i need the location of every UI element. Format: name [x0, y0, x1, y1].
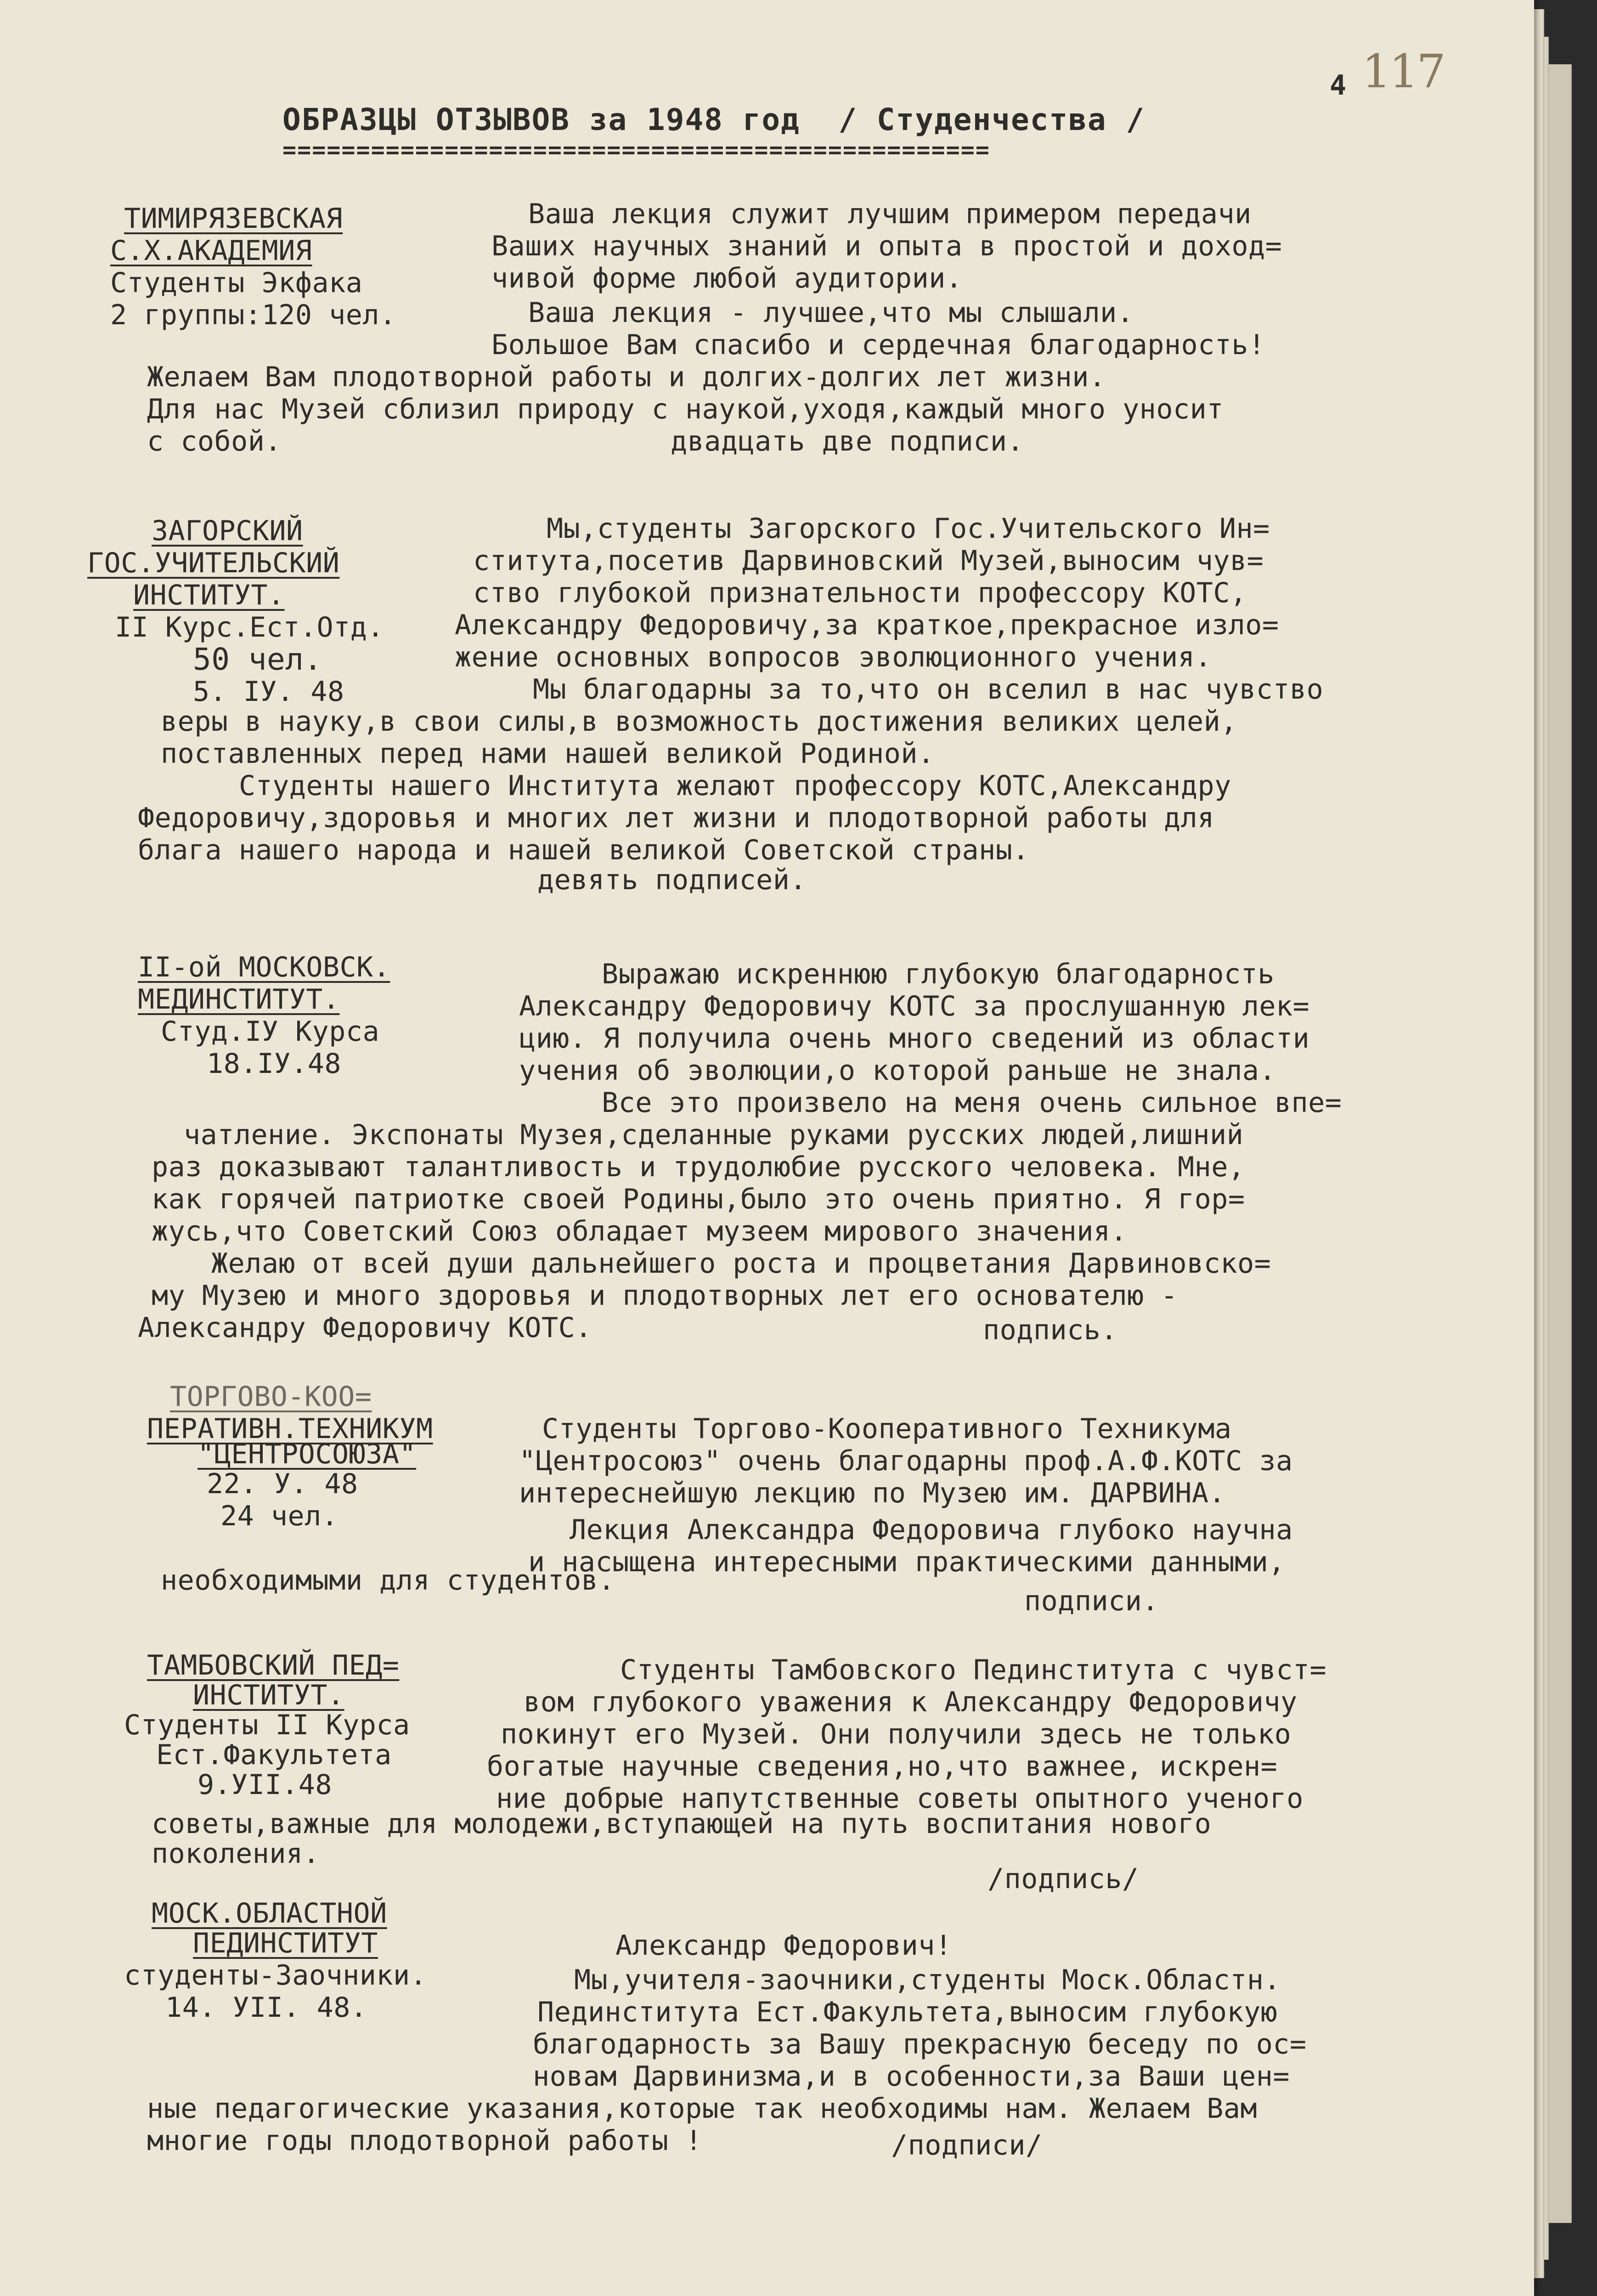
- review-line: благодарность за Вашу прекрасную беседу по ос=: [533, 2028, 1307, 2060]
- review-line: богатые научные сведения,но,что важнее, искрен=: [487, 1750, 1278, 1783]
- sender-detail: Студенты II Курса: [124, 1709, 410, 1741]
- sender-detail: 22. У. 48: [207, 1468, 358, 1500]
- sender-name: ТИМИРЯЗЕВСКАЯ: [124, 203, 343, 235]
- review-line: Пединститута Ест.Факультета,выносим глубокую: [537, 1996, 1278, 2028]
- sender-name: С.Х.АКАДЕМИЯ: [110, 235, 312, 267]
- review-line: Лекция Александра Федоровича глубоко научна: [570, 1514, 1293, 1546]
- sender-detail: 18.IУ.48: [207, 1048, 341, 1080]
- review-line: чатление. Экспонаты Музея,сделанные руками русских людей,лишний: [184, 1119, 1244, 1151]
- review-line: учения об эволюции,о которой раньше не знала.: [519, 1055, 1276, 1087]
- review-line: раз доказывают талантливость и трудолюбие русского человека. Мне,: [152, 1151, 1245, 1183]
- signature-note: девять подписей.: [537, 864, 807, 896]
- review-line: Федоровичу,здоровья и многих лет жизни и плодотворной работы для: [138, 802, 1214, 834]
- review-line: Большое Вам спасибо и сердечная благодарность!: [491, 329, 1265, 361]
- review-line: Выражаю искреннюю глубокую благодарность: [602, 958, 1275, 990]
- review-line: интереснейшую лекцию по Музею им. ДАРВИНА.: [519, 1477, 1226, 1509]
- review-line: Александру Федоровичу КОТС.: [138, 1312, 592, 1344]
- sender-name: "ЦЕНТРОСОЮЗА": [198, 1438, 417, 1470]
- sender-name: ГОС.УЧИТЕЛЬСКИЙ: [87, 547, 340, 579]
- sender-name: ТАМБОВСКИЙ ПЕД=: [147, 1649, 400, 1681]
- review-line: цию. Я получила очень много сведений из области: [519, 1022, 1310, 1055]
- review-line: ство глубокой признательности профессору КОТС,: [473, 577, 1247, 609]
- signature-note: подпись.: [983, 1314, 1117, 1346]
- signature-note: /подпись/: [988, 1863, 1139, 1895]
- review-line: ние добрые напутственные советы опытного ученого: [496, 1783, 1304, 1815]
- review-line: му Музею и много здоровья и плодотворных лет его основателю -: [152, 1280, 1178, 1312]
- title-double-rule: ================================================: [282, 136, 990, 163]
- review-line: Ваших научных знаний и опыта в простой и доход=: [491, 230, 1282, 262]
- review-line: и насыщена интересными практическими данными,: [528, 1546, 1286, 1578]
- page-number: 4: [1330, 69, 1347, 102]
- review-line: поставленных перед нами нашей великой Родиной.: [161, 738, 935, 770]
- page-title: ОБРАЗЦЫ ОТЗЫВОВ за 1948 год / Студенчества /: [282, 102, 1146, 137]
- review-line: поколения.: [152, 1838, 320, 1870]
- review-line: Желаю от всей души дальнейшего роста и процветания Дарвиновско=: [211, 1247, 1271, 1280]
- review-line: необходимыми для студентов.: [161, 1564, 615, 1596]
- sender-name: ИНСТИТУТ.: [193, 1679, 344, 1711]
- signature-note: двадцать две подписи.: [671, 425, 1024, 457]
- sender-detail: 5. IУ. 48: [193, 676, 344, 708]
- review-line: Студенты нашего Института желают профессору КОТС,Александру: [239, 770, 1231, 802]
- sender-detail: 50 чел.: [193, 642, 322, 677]
- review-line: как горячей патриотке своей Родины,было это очень приятно. Я гор=: [152, 1183, 1245, 1215]
- review-line: Александру Федоровичу КОТС за прослушанную лек=: [519, 990, 1310, 1022]
- sender-detail: студенты-Заочники.: [124, 1959, 427, 1991]
- review-line: новам Дарвинизма,и в особенности,за Ваши цен=: [533, 2060, 1290, 2093]
- review-line: покинут его Музей. Они получили здесь не только: [501, 1718, 1292, 1750]
- signature-note: подписи.: [1024, 1585, 1159, 1617]
- handwritten-folio-number: 117: [1362, 45, 1444, 98]
- sender-detail: Ест.Факультета: [156, 1739, 392, 1771]
- sender-detail: 9.УII.48: [198, 1769, 332, 1801]
- sender-detail: II Курс.Ест.Отд.: [115, 611, 384, 643]
- signature-note: /подписи/: [891, 2129, 1043, 2161]
- review-line: Александр Федорович!: [615, 1929, 952, 1962]
- review-line: Все это произвело на меня очень сильное впе=: [602, 1087, 1342, 1119]
- sender-name: МЕДИНСТИТУТ.: [138, 983, 340, 1015]
- review-line: многие годы плодотворной работы !: [147, 2125, 702, 2157]
- sender-detail: Студ.IУ Курса: [161, 1015, 380, 1048]
- review-line: советы,важные для молодежи,вступающей на путь воспитания нового: [152, 1808, 1212, 1840]
- review-line: "Центросоюз" очень благодарны проф.А.Ф.КОТС за: [519, 1445, 1293, 1477]
- review-line: с собой.: [147, 425, 282, 457]
- sender-detail: Студенты Экфака: [110, 267, 363, 299]
- review-line: Александру Федоровичу,за краткое,прекрасное изло=: [455, 609, 1279, 641]
- sender-detail: 24 чел.: [220, 1500, 339, 1532]
- review-line: Мы,учителя-заочники,студенты Моск.Областн.: [574, 1964, 1281, 1996]
- review-line: вом глубокого уважения к Александру Федоровичу: [524, 1686, 1298, 1718]
- review-line: жение основных вопросов эволюционного учения.: [455, 641, 1212, 673]
- sender-detail: 14. УII. 48.: [165, 1991, 367, 2024]
- review-line: веры в науку,в свои силы,в возможность достижения великих целей,: [161, 705, 1237, 738]
- review-line: ные педагогические указания,которые так необходимы нам. Желаем Вам: [147, 2093, 1258, 2125]
- review-line: Желаем Вам плодотворной работы и долгих-долгих лет жизни.: [147, 361, 1106, 393]
- sender-name: II-ой МОСКОВСК.: [138, 951, 390, 983]
- review-line: жусь,что Советский Союз обладает музеем мирового значения.: [152, 1215, 1128, 1247]
- sender-name: ПЕРАТИВН.ТЕХНИКУМ: [147, 1413, 433, 1445]
- sender-name: ПЕДИНСТИТУТ: [193, 1927, 378, 1959]
- sender-name: ТОРГОВО-КОО=: [170, 1381, 372, 1413]
- review-line: блага нашего народа и нашей великой Советской страны.: [138, 834, 1030, 866]
- review-line: Мы,студенты Загорского Гос.Учительского Ин=: [547, 513, 1270, 545]
- sender-name: МОСК.ОБЛАСТНОЙ: [152, 1897, 387, 1929]
- review-line: Для нас Музей сблизил природу с наукой,уходя,каждый много уносит: [147, 393, 1224, 425]
- sender-name: ЗАГОРСКИЙ: [152, 515, 303, 547]
- review-line: ститута,посетив Дарвиновский Музей,выносим чув=: [473, 545, 1264, 577]
- review-line: Ваша лекция - лучшее,что мы слышали.: [528, 297, 1134, 329]
- sender-detail: 2 группы:120 чел.: [110, 299, 396, 331]
- review-line: чивой форме любой аудитории.: [491, 262, 963, 294]
- sender-name: ИНСТИТУТ.: [133, 579, 285, 611]
- review-line: Студенты Тамбовского Пединститута с чувст=: [620, 1654, 1327, 1686]
- review-line: Студенты Торгово-Кооперативного Техникума: [542, 1413, 1232, 1445]
- review-line: Мы благодарны за то,что он вселил в нас чувство: [533, 673, 1324, 705]
- review-line: Ваша лекция служит лучшим примером передачи: [528, 198, 1252, 230]
